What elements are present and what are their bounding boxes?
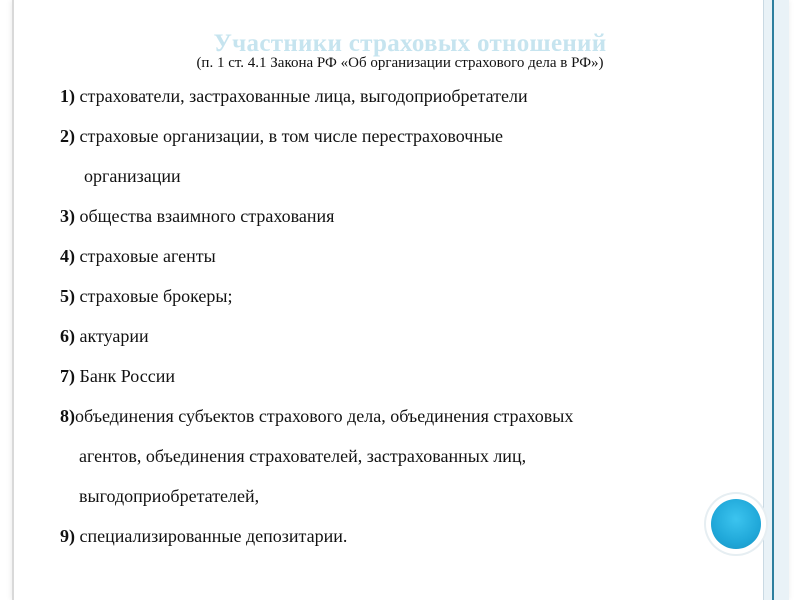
item-number: 7) <box>60 366 75 386</box>
item-text: страховые организации, в том числе перестраховочные <box>75 126 504 146</box>
item-number: 6) <box>60 326 75 346</box>
item-number: 9) <box>60 526 75 546</box>
item-number: 4) <box>60 246 75 266</box>
right-decor-stripe <box>772 0 774 600</box>
item-continuation: агентов, объединения страхователей, застрахованных лиц, <box>79 446 527 466</box>
item-text: общества взаимного страхования <box>75 206 335 226</box>
list-item <box>60 366 175 386</box>
item-continuation: выгодоприобретателей, <box>79 486 260 506</box>
item-continuation: организации <box>84 166 181 186</box>
item-number: 1) <box>60 86 75 106</box>
item-text: Банк России <box>75 366 175 386</box>
list-item <box>60 126 503 146</box>
item-number: 2) <box>60 126 75 146</box>
item-number: 5) <box>60 286 75 306</box>
list-item <box>60 406 573 426</box>
item-text: страховые брокеры; <box>75 286 233 306</box>
item-text: актуарии <box>75 326 149 346</box>
decorative-circle-icon <box>711 499 761 549</box>
right-decor-band <box>763 0 789 600</box>
list-item <box>60 526 347 546</box>
list-item <box>60 246 216 266</box>
item-text: страхователи, застрахованные лица, выгодоприобретатели <box>75 86 528 106</box>
slide-title: Участники страховых отношений <box>213 30 607 57</box>
list-item <box>60 286 233 306</box>
item-text: страховые агенты <box>75 246 216 266</box>
item-number: 8) <box>60 406 75 426</box>
item-text: специализированные депозитарии. <box>75 526 348 546</box>
list-item <box>60 86 528 106</box>
list-item <box>60 326 149 346</box>
item-number: 3) <box>60 206 75 226</box>
slide-subtitle: (п. 1 ст. 4.1 Закона РФ «Об организации страхового дела в РФ») <box>196 55 604 71</box>
list-item <box>60 206 334 226</box>
item-text: объединения субъектов страхового дела, объединения страховых <box>75 406 574 426</box>
